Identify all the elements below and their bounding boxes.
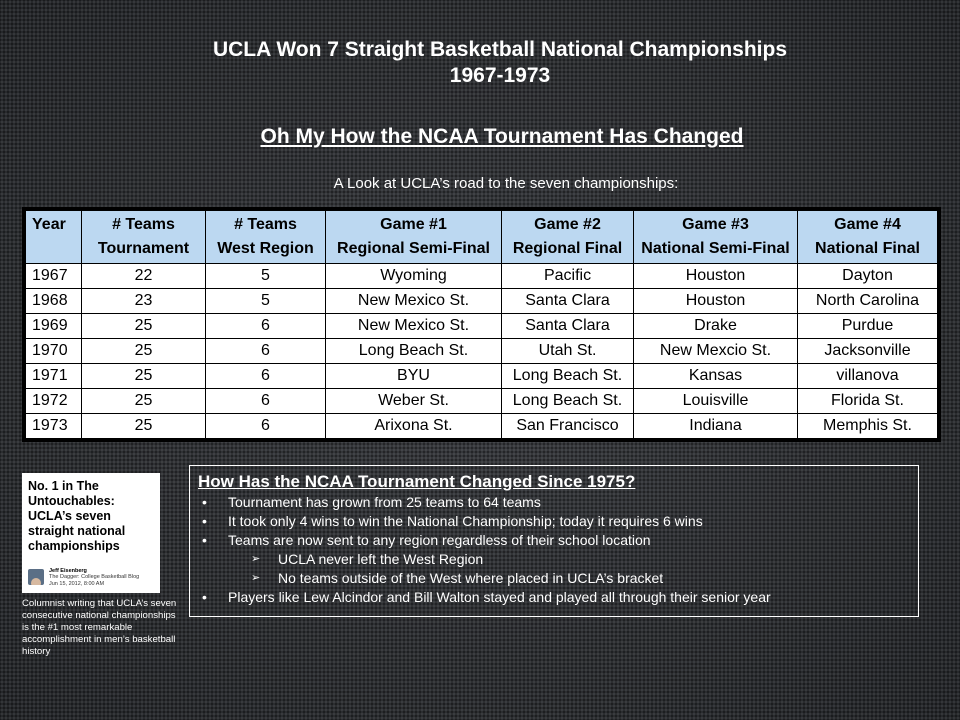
- news-clipping: [22, 473, 160, 593]
- cell-game-2: Utah St.: [502, 339, 634, 364]
- cell-game-1: Weber St.: [326, 389, 502, 414]
- cell-teams-west: 6: [206, 389, 326, 414]
- slide-subtitle: Oh My How the NCAA Tournament Has Changed: [260, 125, 744, 148]
- header-game-3: Game #3 National Semi-Final: [634, 211, 798, 264]
- cell-game-4: North Carolina: [798, 289, 938, 314]
- cell-game-4: villanova: [798, 364, 938, 389]
- cell-year: 1969: [26, 314, 82, 339]
- list-item: • Players like Lew Alcindor and Bill Walton stayed and played all through their senior year: [202, 589, 771, 605]
- cell-game-2: Santa Clara: [502, 289, 634, 314]
- cell-teams-tournament: 22: [82, 264, 206, 289]
- cell-teams-tournament: 25: [82, 339, 206, 364]
- title-line-2: 1967-1973: [449, 64, 551, 87]
- slide-title: [0, 37, 960, 89]
- cell-game-3: Louisville: [634, 389, 798, 414]
- cell-year: 1970: [26, 339, 82, 364]
- cell-game-3: Drake: [634, 314, 798, 339]
- cell-teams-tournament: 23: [82, 289, 206, 314]
- cell-year: 1968: [26, 289, 82, 314]
- cell-teams-west: 6: [206, 314, 326, 339]
- cell-game-3: Kansas: [634, 364, 798, 389]
- championship-grid: [25, 210, 938, 439]
- cell-game-1: Arixona St.: [326, 414, 502, 439]
- cell-teams-west: 6: [206, 339, 326, 364]
- list-item: • Tournament has grown from 25 teams to 64 teams: [202, 494, 541, 510]
- clipping-author: Jeff Eisenberg: [49, 567, 87, 574]
- cell-game-3: New Mexcio St.: [634, 339, 798, 364]
- bullet-icon: •: [202, 532, 207, 548]
- list-item: • It took only 4 wins to win the National Championship; today it requires 6 wins: [202, 513, 703, 529]
- arrow-bullet-icon: ➢: [251, 553, 261, 565]
- cell-game-4: Purdue: [798, 314, 938, 339]
- bullet-icon: •: [202, 494, 207, 510]
- list-subitem: ➢ UCLA never left the West Region: [251, 551, 484, 567]
- bullet-icon: •: [202, 589, 207, 605]
- arrow-bullet-icon: ➢: [251, 572, 261, 584]
- header-game-1: Game #1 Regional Semi-Final: [326, 211, 502, 264]
- table-row: [26, 314, 938, 339]
- cell-game-3: Indiana: [634, 414, 798, 439]
- cell-teams-west: 5: [206, 264, 326, 289]
- table-row: [26, 389, 938, 414]
- clipping-date: Jun 15, 2012, 8:00 AM: [49, 580, 105, 587]
- cell-year: 1973: [26, 414, 82, 439]
- header-game-2: Game #2 Regional Final: [502, 211, 634, 264]
- cell-game-1: New Mexico St.: [326, 314, 502, 339]
- header-teams-west: # Teams West Region: [206, 211, 326, 264]
- cell-game-2: Pacific: [502, 264, 634, 289]
- championship-table: [22, 207, 941, 442]
- cell-year: 1967: [26, 264, 82, 289]
- cell-teams-west: 5: [206, 289, 326, 314]
- bullet-icon: •: [202, 513, 207, 529]
- cell-game-3: Houston: [634, 289, 798, 314]
- table-row: [26, 339, 938, 364]
- cell-teams-west: 6: [206, 364, 326, 389]
- intro-text: A Look at UCLA’s road to the seven championships:: [333, 175, 679, 192]
- cell-year: 1972: [26, 389, 82, 414]
- cell-game-1: Long Beach St.: [326, 339, 502, 364]
- table-row: [26, 414, 938, 439]
- cell-game-4: Florida St.: [798, 389, 938, 414]
- list-subitem: ➢ No teams outside of the West where placed in UCLA’s bracket: [251, 570, 664, 586]
- cell-game-1: New Mexico St.: [326, 289, 502, 314]
- table-header-row: [26, 211, 938, 264]
- cell-game-1: BYU: [326, 364, 502, 389]
- cell-teams-west: 6: [206, 414, 326, 439]
- changes-box: [189, 465, 919, 617]
- header-game-4: Game #4 National Final: [798, 211, 938, 264]
- title-line-1: UCLA Won 7 Straight Basketball National Championships: [212, 38, 788, 61]
- table-row: [26, 264, 938, 289]
- header-year: Year: [26, 211, 82, 264]
- cell-game-4: Memphis St.: [798, 414, 938, 439]
- table-row: [26, 289, 938, 314]
- clipping-caption: Columnist writing that UCLA’s seven consecutive national championships is the #1 most remarkable accomplishment in men’s basketball history: [22, 598, 177, 657]
- list-item: • Teams are now sent to any region regardless of their school location: [202, 532, 651, 548]
- cell-teams-tournament: 25: [82, 414, 206, 439]
- table-row: [26, 364, 938, 389]
- header-teams-tournament: # Teams Tournament: [82, 211, 206, 264]
- cell-teams-tournament: 25: [82, 364, 206, 389]
- cell-game-4: Dayton: [798, 264, 938, 289]
- cell-game-1: Wyoming: [326, 264, 502, 289]
- cell-game-4: Jacksonville: [798, 339, 938, 364]
- cell-game-3: Houston: [634, 264, 798, 289]
- cell-game-2: Long Beach St.: [502, 389, 634, 414]
- cell-teams-tournament: 25: [82, 389, 206, 414]
- cell-game-2: San Francisco: [502, 414, 634, 439]
- clipping-source: The Dagger: College Basketball Blog: [49, 574, 140, 580]
- cell-game-2: Long Beach St.: [502, 364, 634, 389]
- clipping-byline: [28, 568, 139, 588]
- author-avatar-icon: [28, 569, 44, 585]
- cell-game-2: Santa Clara: [502, 314, 634, 339]
- cell-teams-tournament: 25: [82, 314, 206, 339]
- clipping-headline: No. 1 in The Untouchables: UCLA’s seven straight national championships: [28, 479, 126, 553]
- changes-title: How Has the NCAA Tournament Changed Since 1975?: [198, 472, 636, 491]
- cell-year: 1971: [26, 364, 82, 389]
